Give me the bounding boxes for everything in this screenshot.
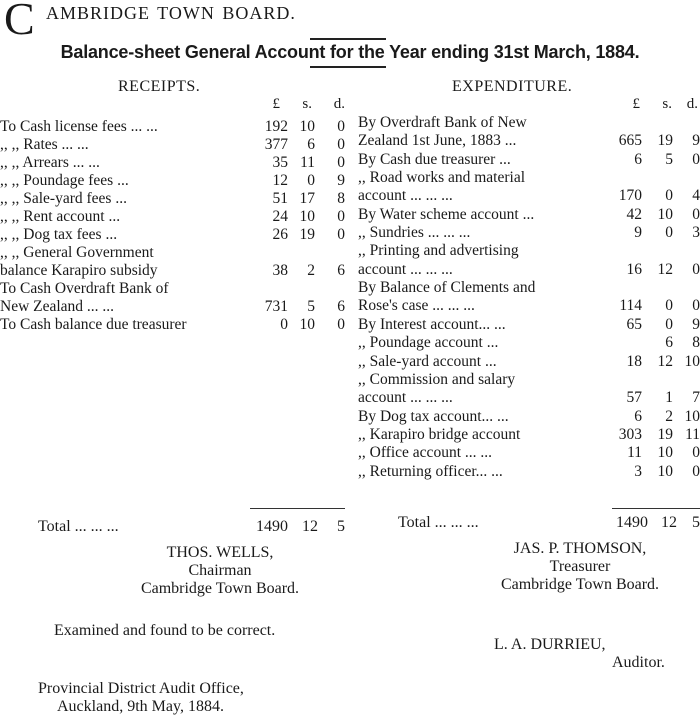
pounds-value: 3 (634, 462, 642, 480)
entry-label: By Overdraft Bank of New (358, 114, 527, 131)
entry-label: ,, Sundries ... ... ... (358, 224, 471, 242)
auditor-title: Auditor. (612, 654, 665, 671)
shillings-value: 10 (657, 462, 673, 480)
total-rule (250, 508, 345, 509)
shillings-value: 10 (299, 316, 315, 333)
pence-value: 8 (692, 334, 700, 352)
pence-value: 0 (337, 136, 345, 153)
entry-label: balance Karapiro subsidy (0, 262, 158, 279)
pence-value: 0 (692, 297, 700, 315)
entry-label: By Balance of Clements and (358, 279, 536, 297)
shillings-value: 5 (665, 150, 673, 168)
entry-label: ,, Road works and material (358, 169, 526, 187)
shillings-value: 19 (657, 425, 673, 443)
ledger-row (0, 208, 345, 226)
document-title: Balance-sheet General Account for the Year ending 31st March, 1884. (60, 42, 640, 62)
pounds-value: 192 (264, 118, 288, 135)
shillings-value: 10 (299, 208, 315, 225)
ledger-row (358, 279, 700, 316)
pounds-value: 0 (280, 316, 288, 333)
ledger-row (0, 172, 345, 190)
entry-label: ,, Printing and advertising (358, 242, 519, 260)
entry-label: By Interest account... ... (358, 315, 506, 333)
entry-label: account ... ... ... (358, 389, 453, 407)
pounds-value: 35 (272, 154, 288, 171)
ledger-row (358, 224, 700, 242)
divider-rule (310, 38, 386, 40)
shillings-value: 10 (657, 205, 673, 223)
audit-office: Provincial District Audit Office, (38, 680, 244, 697)
pence-value: 0 (692, 462, 700, 480)
ledger-row (0, 136, 345, 154)
ledger-row (358, 353, 700, 371)
pounds-value: 731 (264, 298, 288, 315)
shillings-value: 2 (665, 407, 673, 425)
pence-value: 9 (692, 132, 700, 150)
total-pounds: 1490 (616, 514, 648, 531)
entry-label: ,, ,, Rates ... ... (0, 136, 89, 153)
entry-label: ,, ,, Dog tax fees ... (0, 226, 118, 243)
unit-label: s. (302, 96, 312, 112)
unit-label: £ (632, 96, 640, 112)
entry-label: ,, Returning officer... ... (358, 462, 503, 480)
expenditure-heading: EXPENDITURE. (452, 78, 573, 95)
ledger-row (358, 151, 700, 169)
pounds-value: 42 (626, 205, 642, 223)
pounds-value: 16 (626, 260, 642, 278)
pounds-value: 665 (618, 132, 642, 150)
pounds-value: 377 (264, 136, 288, 153)
pounds-value: 170 (618, 187, 642, 205)
entry-label: account ... ... ... (358, 187, 453, 205)
shillings-value: 0 (665, 297, 673, 315)
treasurer-name: JAS. P. THOMSON, (513, 540, 647, 557)
pounds-value: 12 (272, 172, 288, 189)
ledger-row (358, 426, 700, 444)
pence-value: 8 (337, 190, 345, 207)
pence-value: 6 (337, 262, 345, 279)
pounds-value: 57 (626, 389, 642, 407)
audit-date: Auckland, 9th May, 1884. (57, 698, 224, 715)
pence-value: 0 (692, 444, 700, 462)
shillings-value: 10 (657, 444, 673, 462)
ledger-row (358, 463, 700, 481)
shillings-value: 12 (657, 260, 673, 278)
entry-label: By Cash due treasurer ... (358, 150, 511, 168)
unit-label: £ (272, 96, 280, 112)
receipts-total-label: Total ... ... ... (38, 518, 119, 535)
ledger-row (358, 169, 700, 206)
ledger-row (0, 190, 345, 208)
pounds-value: 38 (272, 262, 288, 279)
entry-label: By Dog tax account... ... (358, 407, 509, 425)
entry-label: To Cash Overdraft Bank of (0, 280, 169, 297)
ledger-row (358, 242, 700, 279)
entry-label: New Zealand ... ... (0, 298, 115, 315)
pounds-value: 11 (627, 444, 642, 462)
entry-label: ,, Poundage account ... (358, 334, 499, 352)
entry-label: ,, ,, General Government (0, 244, 154, 261)
treasurer-title: Treasurer (549, 558, 611, 575)
total-pounds: 1490 (256, 518, 288, 535)
auditor-name: L. A. DURRIEU, (494, 636, 606, 653)
pence-value: 0 (692, 150, 700, 168)
unit-label: d. (333, 96, 345, 112)
shillings-value: 12 (657, 352, 673, 370)
pence-value: 0 (337, 118, 345, 135)
entry-label: ,, Office account ... ... (358, 444, 492, 462)
shillings-value: 0 (665, 187, 673, 205)
chairman-org: Cambridge Town Board. (140, 580, 300, 597)
entry-label: ,, Karapiro bridge account (358, 425, 521, 443)
shillings-value: 5 (307, 298, 315, 315)
pence-value: 6 (337, 298, 345, 315)
pence-value: 4 (692, 187, 700, 205)
entry-label: ,, Sale-yard account ... (358, 352, 497, 370)
pence-value: 0 (337, 316, 345, 333)
treasurer-org: Cambridge Town Board. (500, 576, 660, 593)
shillings-value: 6 (307, 136, 315, 153)
shillings-value: 19 (657, 132, 673, 150)
pounds-value: 6 (634, 150, 642, 168)
chairman-name: THOS. WELLS, (166, 544, 274, 561)
ledger-row (358, 444, 700, 462)
divider-rule (310, 66, 386, 68)
total-shillings: 12 (302, 518, 318, 535)
pounds-value: 303 (618, 425, 642, 443)
shillings-value: 1 (665, 389, 673, 407)
ledger-row (0, 280, 345, 316)
pounds-value: 6 (634, 407, 642, 425)
ledger-row (0, 118, 345, 136)
entry-label: ,, ,, Rent account ... (0, 208, 121, 225)
ledger-row (358, 371, 700, 408)
total-rule (612, 508, 700, 509)
receipts-heading: RECEIPTS. (118, 78, 201, 95)
shillings-value: 0 (665, 315, 673, 333)
pounds-value: 114 (619, 297, 642, 315)
pounds-value: 26 (272, 226, 288, 243)
ledger-row (358, 114, 700, 151)
header (4, 0, 700, 44)
pence-value: 10 (684, 352, 700, 370)
chairman-title: Chairman (188, 562, 252, 579)
ledger-row (0, 154, 345, 172)
ledger-row (358, 334, 700, 352)
entry-label: To Cash license fees ... ... (0, 118, 158, 135)
total-pence: 5 (337, 518, 345, 535)
drop-initial: C (4, 0, 35, 44)
pence-value: 11 (685, 425, 700, 443)
pence-value: 0 (337, 208, 345, 225)
entry-label: Zealand 1st June, 1883 ... (358, 132, 517, 150)
shillings-value: 6 (665, 334, 673, 352)
pounds-value: 9 (634, 224, 642, 242)
pounds-value: 65 (626, 315, 642, 333)
pence-value: 9 (337, 172, 345, 189)
ledger-row (358, 408, 700, 426)
ledger-row (358, 316, 700, 334)
ledger-row (0, 316, 345, 334)
shillings-value: 10 (299, 118, 315, 135)
examined-note: Examined and found to be correct. (54, 622, 276, 639)
total-shillings: 12 (661, 514, 677, 531)
pence-value: 10 (684, 407, 700, 425)
shillings-value: 19 (299, 226, 315, 243)
pence-value: 9 (692, 315, 700, 333)
chairman-signature (120, 544, 320, 598)
pounds-value: 24 (272, 208, 288, 225)
pence-value: 0 (337, 154, 345, 171)
total-pence: 5 (692, 514, 700, 531)
pence-value: 0 (692, 260, 700, 278)
entry-label: ,, ,, Arrears ... ... (0, 154, 100, 171)
shillings-value: 0 (307, 172, 315, 189)
pence-value: 0 (337, 226, 345, 243)
pounds-value: 51 (272, 190, 288, 207)
ledger-row (0, 226, 345, 244)
pence-value: 0 (692, 205, 700, 223)
shillings-value: 17 (299, 190, 315, 207)
treasurer-signature (470, 540, 690, 594)
entry-label: ,, Commission and salary (358, 370, 516, 388)
shillings-value: 2 (307, 262, 315, 279)
unit-label: s. (662, 96, 672, 112)
shillings-value: 11 (300, 154, 315, 171)
ledger-row (358, 206, 700, 224)
entry-label: account ... ... ... (358, 260, 453, 278)
entry-label: By Water scheme account ... (358, 205, 535, 223)
entry-label: ,, ,, Poundage fees ... (0, 172, 129, 189)
entry-label: ,, ,, Sale-yard fees ... (0, 190, 127, 207)
entry-label: Rose's case ... ... ... (358, 297, 475, 315)
pence-value: 3 (692, 224, 700, 242)
ledger-row (0, 244, 345, 280)
expenditure-total-label: Total ... ... ... (398, 514, 479, 531)
shillings-value: 0 (665, 224, 673, 242)
board-name: AMBRIDGE TOWN BOARD. (46, 3, 296, 23)
pounds-value: 18 (626, 352, 642, 370)
unit-label: d. (686, 96, 698, 112)
entry-label: To Cash balance due treasurer (0, 316, 187, 333)
pence-value: 7 (692, 389, 700, 407)
